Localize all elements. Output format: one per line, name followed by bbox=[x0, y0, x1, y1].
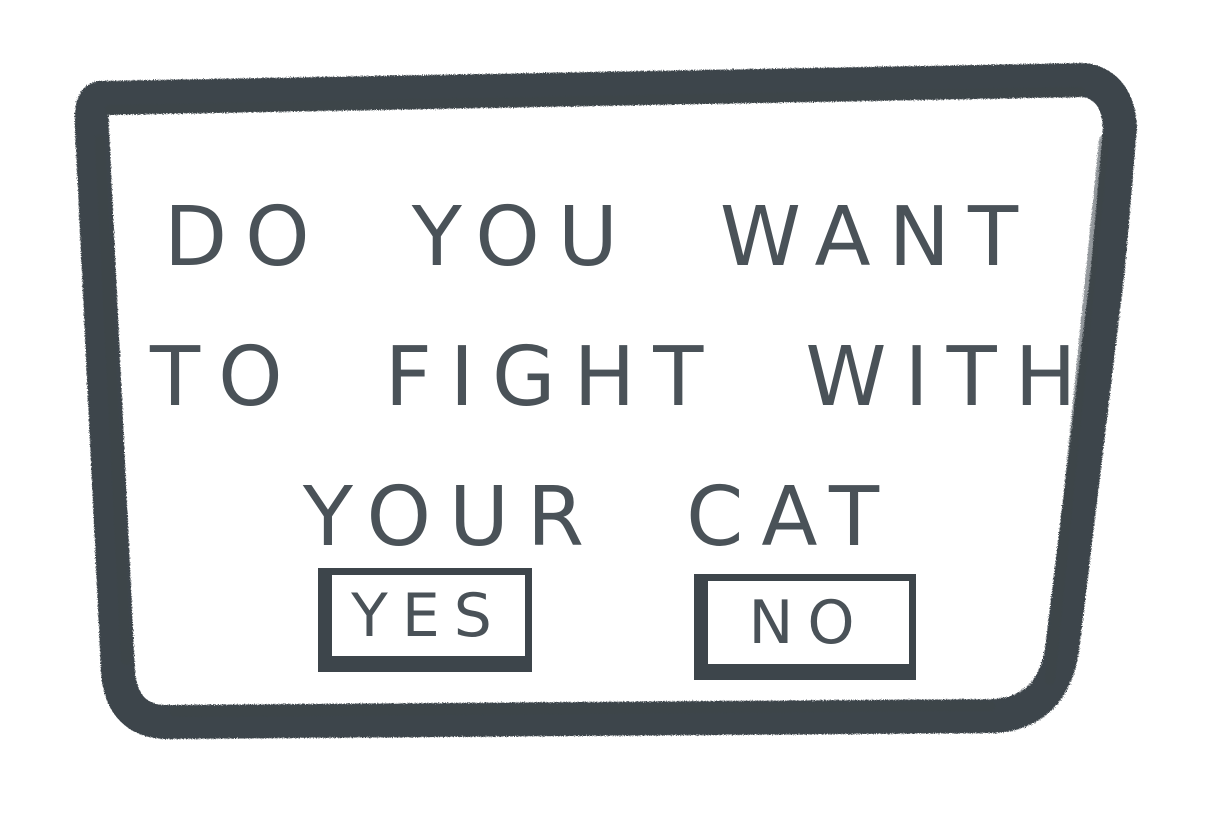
yes-button[interactable]: YES bbox=[318, 568, 532, 672]
dialog-question bbox=[150, 168, 1095, 588]
no-button[interactable]: NO bbox=[694, 574, 916, 680]
question-line-3: YOUR CAT bbox=[302, 470, 898, 565]
question-line-1: DO YOU WANT bbox=[163, 190, 1037, 285]
question-line-2: TO FIGHT WITH bbox=[150, 330, 1095, 425]
